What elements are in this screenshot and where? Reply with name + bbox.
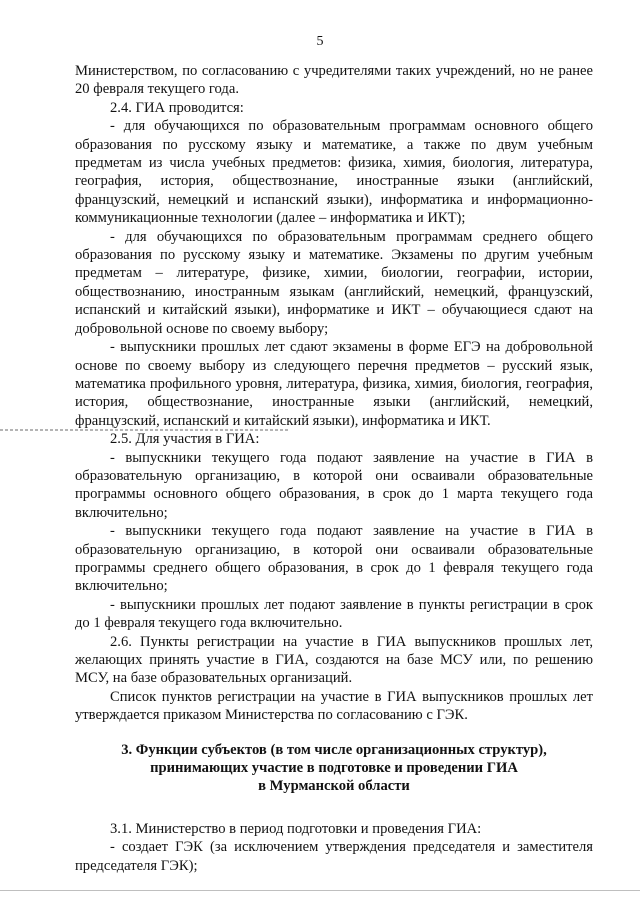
paragraph: - выпускники текущего года подают заявление на участие в ГИА в образовательную организацию, в которой они осваивали образовательные программы основного общего образования, в срок до 1 марта текущего года включительно; (75, 449, 593, 521)
paragraph: 2.6. Пункты регистрации на участие в ГИА выпускников прошлых лет, желающих принять участие в ГИА, создаются на базе МСУ или, по решению МСУ, на базе образовательных организаций. (75, 633, 593, 687)
document-body (75, 62, 593, 875)
paragraph: - создает ГЭК (за исключением утверждения председателя и заместителя председателя ГЭК); (75, 839, 593, 874)
section-heading (75, 741, 593, 796)
paragraph: - для обучающихся по образовательным программам основного общего образования по русскому языку и математике, а также по двум учебным предметам из числа учебных предметов: физика, химия, биология, литература, география, история, обществознание, иностранные языки (английский, французский, немецкий и испанский языки), информатика и информационно-коммуникационные технологии (далее – информатика и ИКТ); (75, 118, 593, 227)
paragraph: Министерством, по согласованию с учредителями таких учреждений, но не ранее 20 февраля текущего года. (75, 63, 593, 98)
paragraph: 2.4. ГИА проводится: (110, 99, 244, 116)
bottom-edge-line (0, 890, 640, 891)
paragraph: - выпускники прошлых лет сдают экзамены в форме ЕГЭ на добровольной основе по своему выбору из следующего перечня предметов – русский язык, математика профильного уровня, литература, физика, химия, биология, география, история, обществознание, иностранные языки (английский, немецкий, французский, испанский и китайский языки), информатика и ИКТ. (75, 339, 593, 429)
paragraph: - для обучающихся по образовательным программам среднего общего образования по русскому языку и математике. Экзамены по другим учебным предметам – литературе, физике, химии, биологии, географии, истории, обществознанию, иностранным языкам (английский, немецкий, французский, испанский и китайский языки), информатике и ИКТ – обучающиеся сдают на добровольной основе по своему выбору; (75, 228, 593, 337)
section-heading-line: принимающих участие в подготовке и проведении ГИА (150, 760, 518, 777)
page-number: 5 (316, 34, 324, 49)
paragraph: - выпускники текущего года подают заявление на участие в ГИА в образовательную организацию, в которой они осваивали образовательные программы среднего общего образования, в срок до 1 февраля текущего года включительно; (75, 523, 593, 595)
paragraph: Список пунктов регистрации на участие в ГИА выпускников прошлых лет утверждается приказом Министерства по согласованию с ГЭК. (75, 688, 593, 724)
paragraph: 2.5. Для участия в ГИА: (110, 431, 260, 448)
section-heading-line: 3. Функции субъектов (в том числе организационных структур), (121, 741, 547, 758)
section-heading-line: в Мурманской области (258, 778, 410, 795)
paragraph: - выпускники прошлых лет подают заявление в пункты регистрации в срок до 1 февраля текущего года включительно. (75, 596, 593, 632)
paragraph: 3.1. Министерство в период подготовки и проведения ГИА: (110, 820, 482, 837)
